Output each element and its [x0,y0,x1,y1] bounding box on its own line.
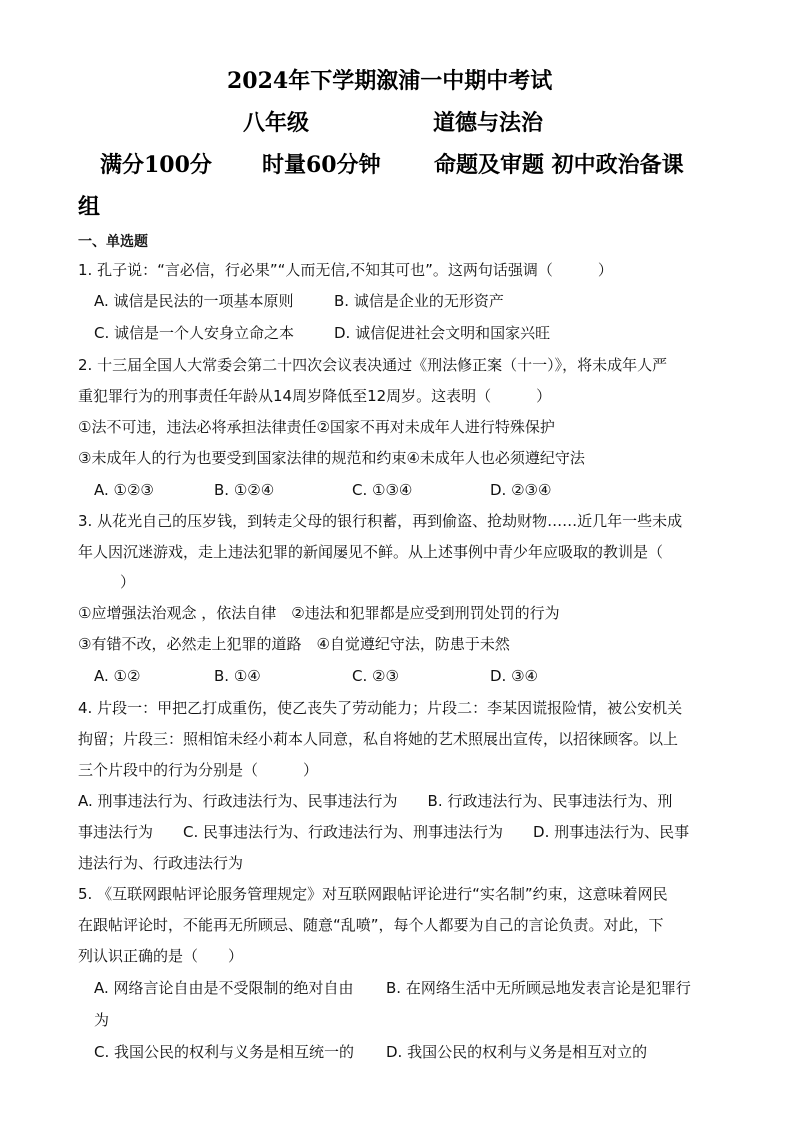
q5-option-b-cont: 为 [94,1011,110,1029]
q4-line4: A. 刑事违法行为、行政违法行为、民事违法行为 B. 行政违法行为、民事违法行为、刑 [78,792,673,810]
q5-option-c: C. 我国公民的权利与义务是相互统一的 [94,1043,355,1061]
time-limit: 时量60分钟 [262,152,381,178]
exam-title: 2024年下学期溆浦一中期中考试 [227,68,553,94]
q3-stem-line3: ） [120,573,136,591]
q3-option-c: C. ②③ [352,667,399,685]
q4-line2: 拘留；片段三：照相馆未经小莉本人同意，私自将她的艺术照展出宣传，以招徕顾客。以上 [78,730,679,748]
q4-line6: 违法行为、行政违法行为 [78,854,244,872]
q2-option-a: A. ①②③ [94,481,154,499]
q2-stem-line1: 2. 十三届全国人大常委会第二十四次会议表决通过《刑法修正案（十一）》，将未成年人严 [78,356,668,374]
q3-statements-line2: ③有错不改，必然走上犯罪的道路 ④自觉遵纪守法，防患于未然 [78,635,510,653]
subject-label: 道德与法治 [433,110,544,136]
author-line-cont: 组 [78,194,101,220]
q1-option-d: D. 诚信促进社会文明和国家兴旺 [334,324,551,342]
q3-option-a: A. ①② [94,667,141,685]
q2-statements-line2: ③未成年人的行为也要受到国家法律的规范和约束④未成年人也必须遵纪守法 [78,449,585,467]
q2-option-b: B. ①②④ [214,481,275,499]
q4-line3: 三个片段中的行为分别是（ ） [78,761,319,779]
grade-label: 八年级 [243,110,310,136]
q1-option-c: C. 诚信是一个人安身立命之本 [94,324,295,342]
q1-stem: 1. 孔子说：“言必信，行必果”“人而无信,不知其可也”。这两句话强调（ ） [78,261,613,279]
q1-option-b: B. 诚信是企业的无形资产 [334,292,504,310]
q3-stem-line2: 年人因沉迷游戏，走上违法犯罪的新闻屡见不鲜。从上述事例中青少年应吸取的教训是（ [78,543,664,561]
q3-stem-line1: 3. 从花光自己的压岁钱，到转走父母的银行积蓄，再到偷盗、抢劫财物……近几年一些未成 [78,512,683,530]
author-line: 命题及审题 初中政治备课 [434,152,684,178]
q5-line3: 列认识正确的是（ ） [78,947,244,965]
q3-option-d: D. ③④ [490,667,538,685]
q4-line1: 4. 片段一：甲把乙打成重伤，使乙丧失了劳动能力；片段二：李某因谎报险情，被公安机关 [78,699,683,717]
q2-option-c: C. ①③④ [352,481,413,499]
q5-option-a: A. 网络言论自由是不受限制的绝对自由 [94,979,354,997]
q1-option-a: A. 诚信是民法的一项基本原则 [94,292,294,310]
q5-option-d: D. 我国公民的权利与义务是相互对立的 [386,1043,648,1061]
q4-line5: 事违法行为 C. 民事违法行为、行政违法行为、刑事违法行为 D. 刑事违法行为、民事 [78,823,690,841]
section-heading: 一、单选题 [78,234,148,250]
q5-line1: 5. 《互联网跟帖评论服务管理规定》对互联网跟帖评论进行“实名制”约束，这意味着网民 [78,885,668,903]
q3-option-b: B. ①④ [214,667,261,685]
q2-stem-line2: 重犯罪行为的刑事责任年龄从14周岁降低至12周岁。这表明（ ） [78,387,552,405]
q5-line2: 在跟帖评论时，不能再无所顾忌、随意“乱喷”，每个人都要为自己的言论负责。对此，下 [78,916,664,934]
q2-statements-line1: ①法不可违，违法必将承担法律责任②国家不再对未成年人进行特殊保护 [78,418,555,436]
full-score: 满分100分 [100,152,212,178]
q2-option-d: D. ②③④ [490,481,552,499]
q5-option-b: B. 在网络生活中无所顾忌地发表言论是犯罪行 [386,979,691,997]
q3-statements-line1: ①应增强法治观念 ，依法自律 ②违法和犯罪都是应受到刑罚处罚的行为 [78,604,560,622]
